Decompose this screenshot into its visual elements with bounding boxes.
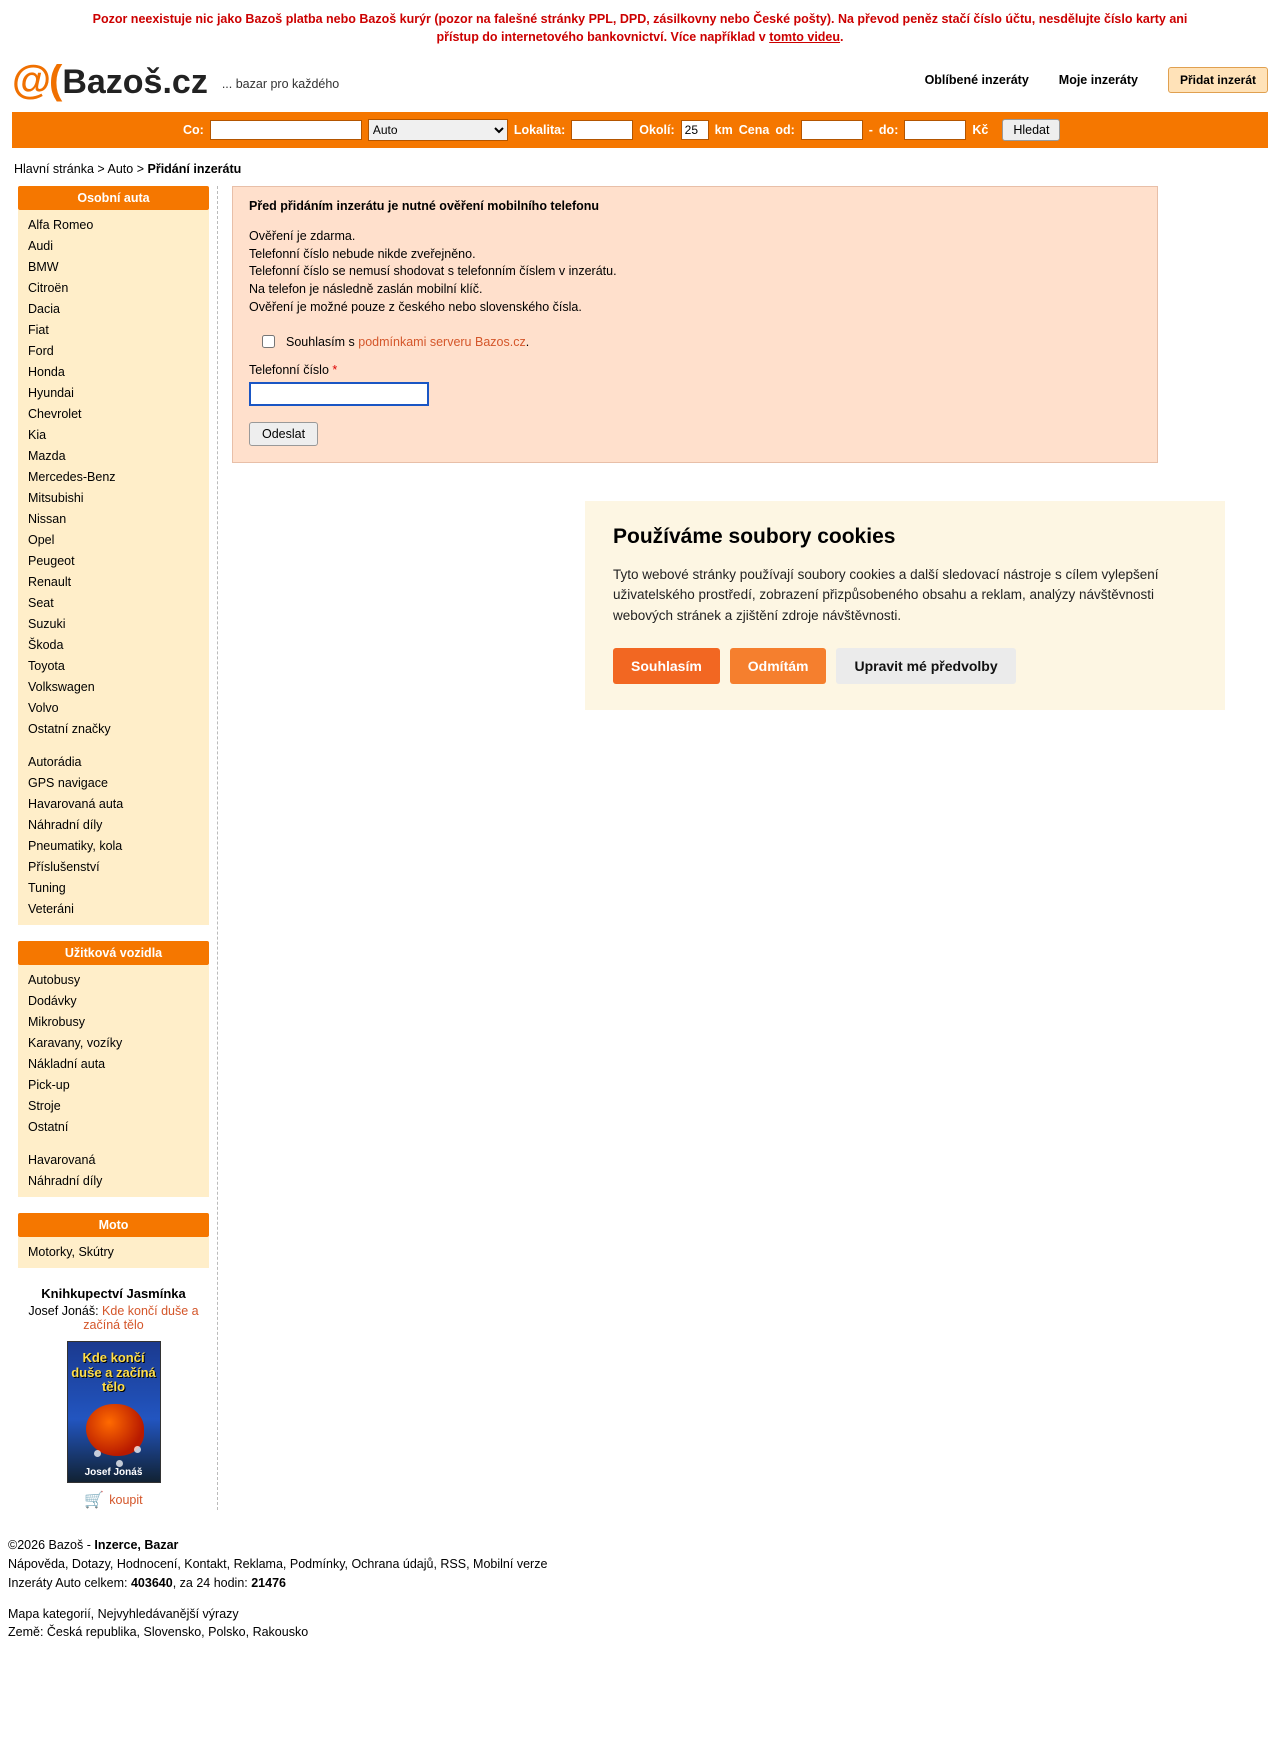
search-currency-label: Kč xyxy=(972,123,989,138)
sidebar-item-skoda[interactable]: Škoda xyxy=(28,637,64,652)
sidebar-item-audi[interactable]: Audi xyxy=(28,238,54,253)
sidebar-item-volkswagen[interactable]: Volkswagen xyxy=(28,679,95,694)
sidebar-item-opel[interactable]: Opel xyxy=(28,532,55,547)
phone-label-text: Telefonní číslo xyxy=(249,363,329,377)
header-nav xyxy=(925,67,1268,93)
search-price-dash: - xyxy=(868,123,873,138)
search-price-from-label: od: xyxy=(775,123,795,138)
cookie-accept-button[interactable]: Souhlasím xyxy=(613,648,720,684)
sidebar-item-havarovana[interactable]: Havarovaná xyxy=(28,1152,96,1167)
sidebar-item-mitsubishi[interactable]: Mitsubishi xyxy=(28,490,84,505)
footer-copyright xyxy=(8,1536,1280,1555)
sidebar-item-autobusy[interactable]: Autobusy xyxy=(28,972,81,987)
nav-my-ads[interactable]: Moje inzeráty xyxy=(1058,73,1138,88)
footer-stats-total: 403640 xyxy=(130,1575,173,1590)
promo-shop-name: Knihkupectví Jasmínka xyxy=(41,1286,186,1302)
sidebar-list-uzitkova-vozidla xyxy=(18,965,209,1197)
promo-author: Josef Jonáš: xyxy=(28,1304,99,1319)
sidebar-item-ostatni[interactable]: Ostatní xyxy=(28,1119,69,1134)
consent-suffix: . xyxy=(525,334,530,349)
breadcrumb-current: Přidání inzerátu xyxy=(147,162,242,177)
sidebar-item-veterani[interactable]: Veteráni xyxy=(28,901,74,916)
book-cover-dot-1 xyxy=(94,1450,101,1457)
cookie-title: Používáme soubory cookies xyxy=(613,525,896,548)
page-layout xyxy=(0,186,1280,1510)
sidebar-gap-1 xyxy=(18,739,209,751)
book-buy-row xyxy=(18,1490,209,1510)
consent-text xyxy=(286,335,529,349)
sidebar-item-ostatni-znacky[interactable]: Ostatní značky xyxy=(28,721,111,736)
search-km-label: km xyxy=(714,123,733,138)
sidebar-item-volvo[interactable]: Volvo xyxy=(28,700,59,715)
submit-phone-button[interactable]: Odeslat xyxy=(249,422,318,446)
search-submit-button[interactable]: Hledat xyxy=(1002,119,1060,141)
sidebar-item-motorky-skutry[interactable]: Motorky, Skútry xyxy=(28,1244,114,1259)
consent-row xyxy=(258,332,1141,351)
search-category-select[interactable] xyxy=(368,119,508,141)
sidebar-item-hyundai[interactable]: Hyundai xyxy=(28,385,74,400)
terms-link[interactable]: podmínkami serveru Bazos.cz xyxy=(358,334,526,349)
footer-stats-mid: , za 24 hodin: xyxy=(172,1575,252,1590)
sidebar-item-mazda[interactable]: Mazda xyxy=(28,448,66,463)
logo-at-icon: @( xyxy=(12,58,61,103)
cookie-buttons xyxy=(613,648,1197,684)
breadcrumb-sep-1: > xyxy=(97,162,105,177)
sidebar-item-fiat[interactable]: Fiat xyxy=(28,322,49,337)
sidebar-heading-osobni-auta: Osobní auta xyxy=(18,186,209,210)
sidebar-item-bmw[interactable]: BMW xyxy=(28,259,59,274)
sidebar-heading-moto: Moto xyxy=(18,1213,209,1237)
sidebar-item-karavany-voziky[interactable]: Karavany, vozíky xyxy=(28,1035,123,1050)
verification-line-4: Na telefon je následně zaslán mobilní klíč. xyxy=(249,282,483,296)
phone-number-input[interactable] xyxy=(249,382,429,406)
sidebar-heading-uzitkova-vozidla: Užitková vozidla xyxy=(18,941,209,965)
search-price-to-input[interactable] xyxy=(904,120,966,140)
search-price-from-input[interactable] xyxy=(801,120,863,140)
search-price-label: Cena xyxy=(738,123,770,138)
promo-line xyxy=(18,1304,209,1332)
footer-copyright-bold: Inzerce, Bazar xyxy=(94,1538,179,1553)
sidebar-item-suzuki[interactable]: Suzuki xyxy=(28,616,66,631)
phone-field-label xyxy=(249,363,1141,377)
sidebar-item-havarovana-auta[interactable]: Havarovaná auta xyxy=(28,796,124,811)
site-slogan: ... bazar pro každého xyxy=(221,77,340,92)
site-logo[interactable] xyxy=(12,58,208,103)
search-price-to-label: do: xyxy=(878,123,899,138)
site-header xyxy=(0,52,1280,108)
add-ad-button[interactable]: Přidat inzerát xyxy=(1168,67,1268,93)
search-radius-input[interactable] xyxy=(681,120,709,140)
breadcrumb-sep-2: > xyxy=(136,162,145,177)
footer-stats-prefix: Inzeráty Auto celkem: xyxy=(8,1575,131,1590)
sidebar-item-honda[interactable]: Honda xyxy=(28,364,65,379)
sidebar-item-citroen[interactable]: Citroën xyxy=(28,280,69,295)
sidebar-gap-2 xyxy=(18,1137,209,1149)
fraud-warning-banner xyxy=(0,0,1280,52)
consent-prefix: Souhlasím s xyxy=(286,334,359,349)
main-content xyxy=(218,186,1280,710)
sidebar-item-chevrolet[interactable]: Chevrolet xyxy=(28,406,82,421)
sidebar-item-nakladni-auta[interactable]: Nákladní auta xyxy=(28,1056,106,1071)
breadcrumb-home[interactable]: Hlavní stránka xyxy=(14,162,94,177)
book-cover-dot-2 xyxy=(116,1460,123,1467)
sidebar-item-stroje[interactable]: Stroje xyxy=(28,1098,61,1113)
cookie-reject-button[interactable]: Odmítám xyxy=(730,648,827,684)
search-locality-label: Lokalita: xyxy=(513,123,566,138)
sidebar-item-nahradni-dily-uzitkova[interactable]: Náhradní díly xyxy=(28,1173,103,1188)
verification-line-3: Telefonní číslo se nemusí shodovat s telefonním číslem v inzerátu. xyxy=(249,264,617,279)
sidebar-item-renault[interactable]: Renault xyxy=(28,574,72,589)
search-locality-input[interactable] xyxy=(571,120,633,140)
verification-line-2: Telefonní číslo nebude nikde zveřejněno. xyxy=(249,246,476,261)
sidebar-item-dacia[interactable]: Dacia xyxy=(28,301,60,316)
sidebar-item-autoradia[interactable]: Autorádia xyxy=(28,754,82,769)
sidebar-item-alfa-romeo[interactable]: Alfa Romeo xyxy=(28,217,94,232)
sidebar-item-toyota[interactable]: Toyota xyxy=(28,658,65,673)
verification-title: Před přidáním inzerátu je nutné ověření mobilního telefonu xyxy=(249,199,600,214)
book-cover-author: Josef Jonáš xyxy=(84,1467,143,1479)
fraud-warning-text-before: Pozor neexistuje nic jako Bazoš platba nebo Bazoš kurýr (pozor na falešné stránky PPL, DPD, zásilkovny nebo České pošty). Na převod peněz stačí číslo účtu, nesdělujte číslo karty ani přístup do internetového bankovnictví. Více například v xyxy=(92,12,1188,45)
cookie-consent-banner xyxy=(585,501,1225,710)
sidebar-item-kia[interactable]: Kia xyxy=(28,427,47,442)
sidebar-item-mercedes-benz[interactable]: Mercedes-Benz xyxy=(28,469,116,484)
breadcrumb-auto[interactable]: Auto xyxy=(107,162,134,177)
footer-countries-list[interactable]: Česká republika, Slovensko, Polsko, Rakousko xyxy=(46,1625,309,1640)
footer-copyright-text: ©2026 Bazoš - xyxy=(8,1538,95,1553)
required-marker: * xyxy=(332,363,338,377)
footer-stats xyxy=(8,1574,1280,1593)
sidebar-item-nahradni-dily[interactable]: Náhradní díly xyxy=(28,817,103,832)
footer-stats-day: 21476 xyxy=(251,1575,286,1590)
cookie-body: Tyto webové stránky používají soubory cookies a další sledovací nástroje s cílem vylepšení uživatelského prostředí, zobrazení přizpůsobeného obsahu a reklam, analýzy návštěvnosti webových stránek a zjištění zdroje návštěvnosti. xyxy=(613,567,1159,623)
sidebar-item-mikrobusy[interactable]: Mikrobusy xyxy=(28,1014,85,1029)
book-cover-dot-3 xyxy=(134,1446,141,1453)
terms-checkbox[interactable] xyxy=(262,335,275,348)
sidebar-item-peugeot[interactable]: Peugeot xyxy=(28,553,75,568)
sidebar-list-osobni-auta xyxy=(18,210,209,925)
shopping-cart-icon: 🛒 xyxy=(84,1492,105,1510)
footer-map-links[interactable]: Mapa kategorií, Nejvyhledávanější výrazy xyxy=(8,1606,239,1621)
sidebar-item-nissan[interactable]: Nissan xyxy=(28,511,67,526)
book-cover-image[interactable] xyxy=(67,1341,161,1483)
verification-line-5: Ověření je možné pouze z českého nebo slovenského čísla. xyxy=(249,299,582,314)
logo-name: Bazoš.cz xyxy=(62,63,208,102)
nav-favourites[interactable]: Oblíbené inzeráty xyxy=(924,73,1029,88)
breadcrumb xyxy=(0,148,1280,186)
footer-countries-label: Země: xyxy=(8,1625,47,1640)
search-what-label: Co: xyxy=(183,123,204,138)
book-cover-title: Kde končí duše a začíná tělo xyxy=(71,1350,156,1394)
promo-book-title-link[interactable]: Kde končí duše a začíná tělo xyxy=(83,1304,199,1333)
footer-countries xyxy=(8,1623,1280,1642)
book-buy-link[interactable]: koupit xyxy=(109,1493,143,1508)
search-bar xyxy=(12,112,1268,148)
footer-links[interactable]: Nápověda, Dotazy, Hodnocení, Kontakt, Reklama, Podmínky, Ochrana údajů, RSS, Mobilní verze xyxy=(8,1557,548,1571)
sidebar-item-pneumatiky-kola[interactable]: Pneumatiky, kola xyxy=(28,838,123,853)
logo-tld: .cz xyxy=(162,63,208,102)
sidebar-item-pick-up[interactable]: Pick-up xyxy=(28,1077,70,1092)
sidebar-item-tuning[interactable]: Tuning xyxy=(28,880,66,895)
phone-verification-panel xyxy=(232,186,1158,463)
fraud-warning-text-after: . xyxy=(840,30,844,45)
sidebar-item-ford[interactable]: Ford xyxy=(28,343,54,358)
cookie-preferences-button[interactable]: Upravit mé předvolby xyxy=(836,648,1015,684)
book-promo xyxy=(18,1286,209,1510)
sidebar-item-seat[interactable]: Seat xyxy=(28,595,54,610)
verification-line-1: Ověření je zdarma. xyxy=(249,228,356,243)
search-what-input[interactable] xyxy=(210,120,362,140)
sidebar-list-moto xyxy=(18,1237,209,1268)
search-radius-label: Okolí: xyxy=(639,123,675,138)
sidebar-item-gps-navigace[interactable]: GPS navigace xyxy=(28,775,108,790)
sidebar xyxy=(18,186,218,1510)
sidebar-item-dodavky[interactable]: Dodávky xyxy=(28,993,77,1008)
site-footer xyxy=(0,1536,1280,1666)
fraud-warning-link[interactable]: tomto videu xyxy=(769,30,841,45)
sidebar-item-prislusenstvi[interactable]: Příslušenství xyxy=(28,859,100,874)
